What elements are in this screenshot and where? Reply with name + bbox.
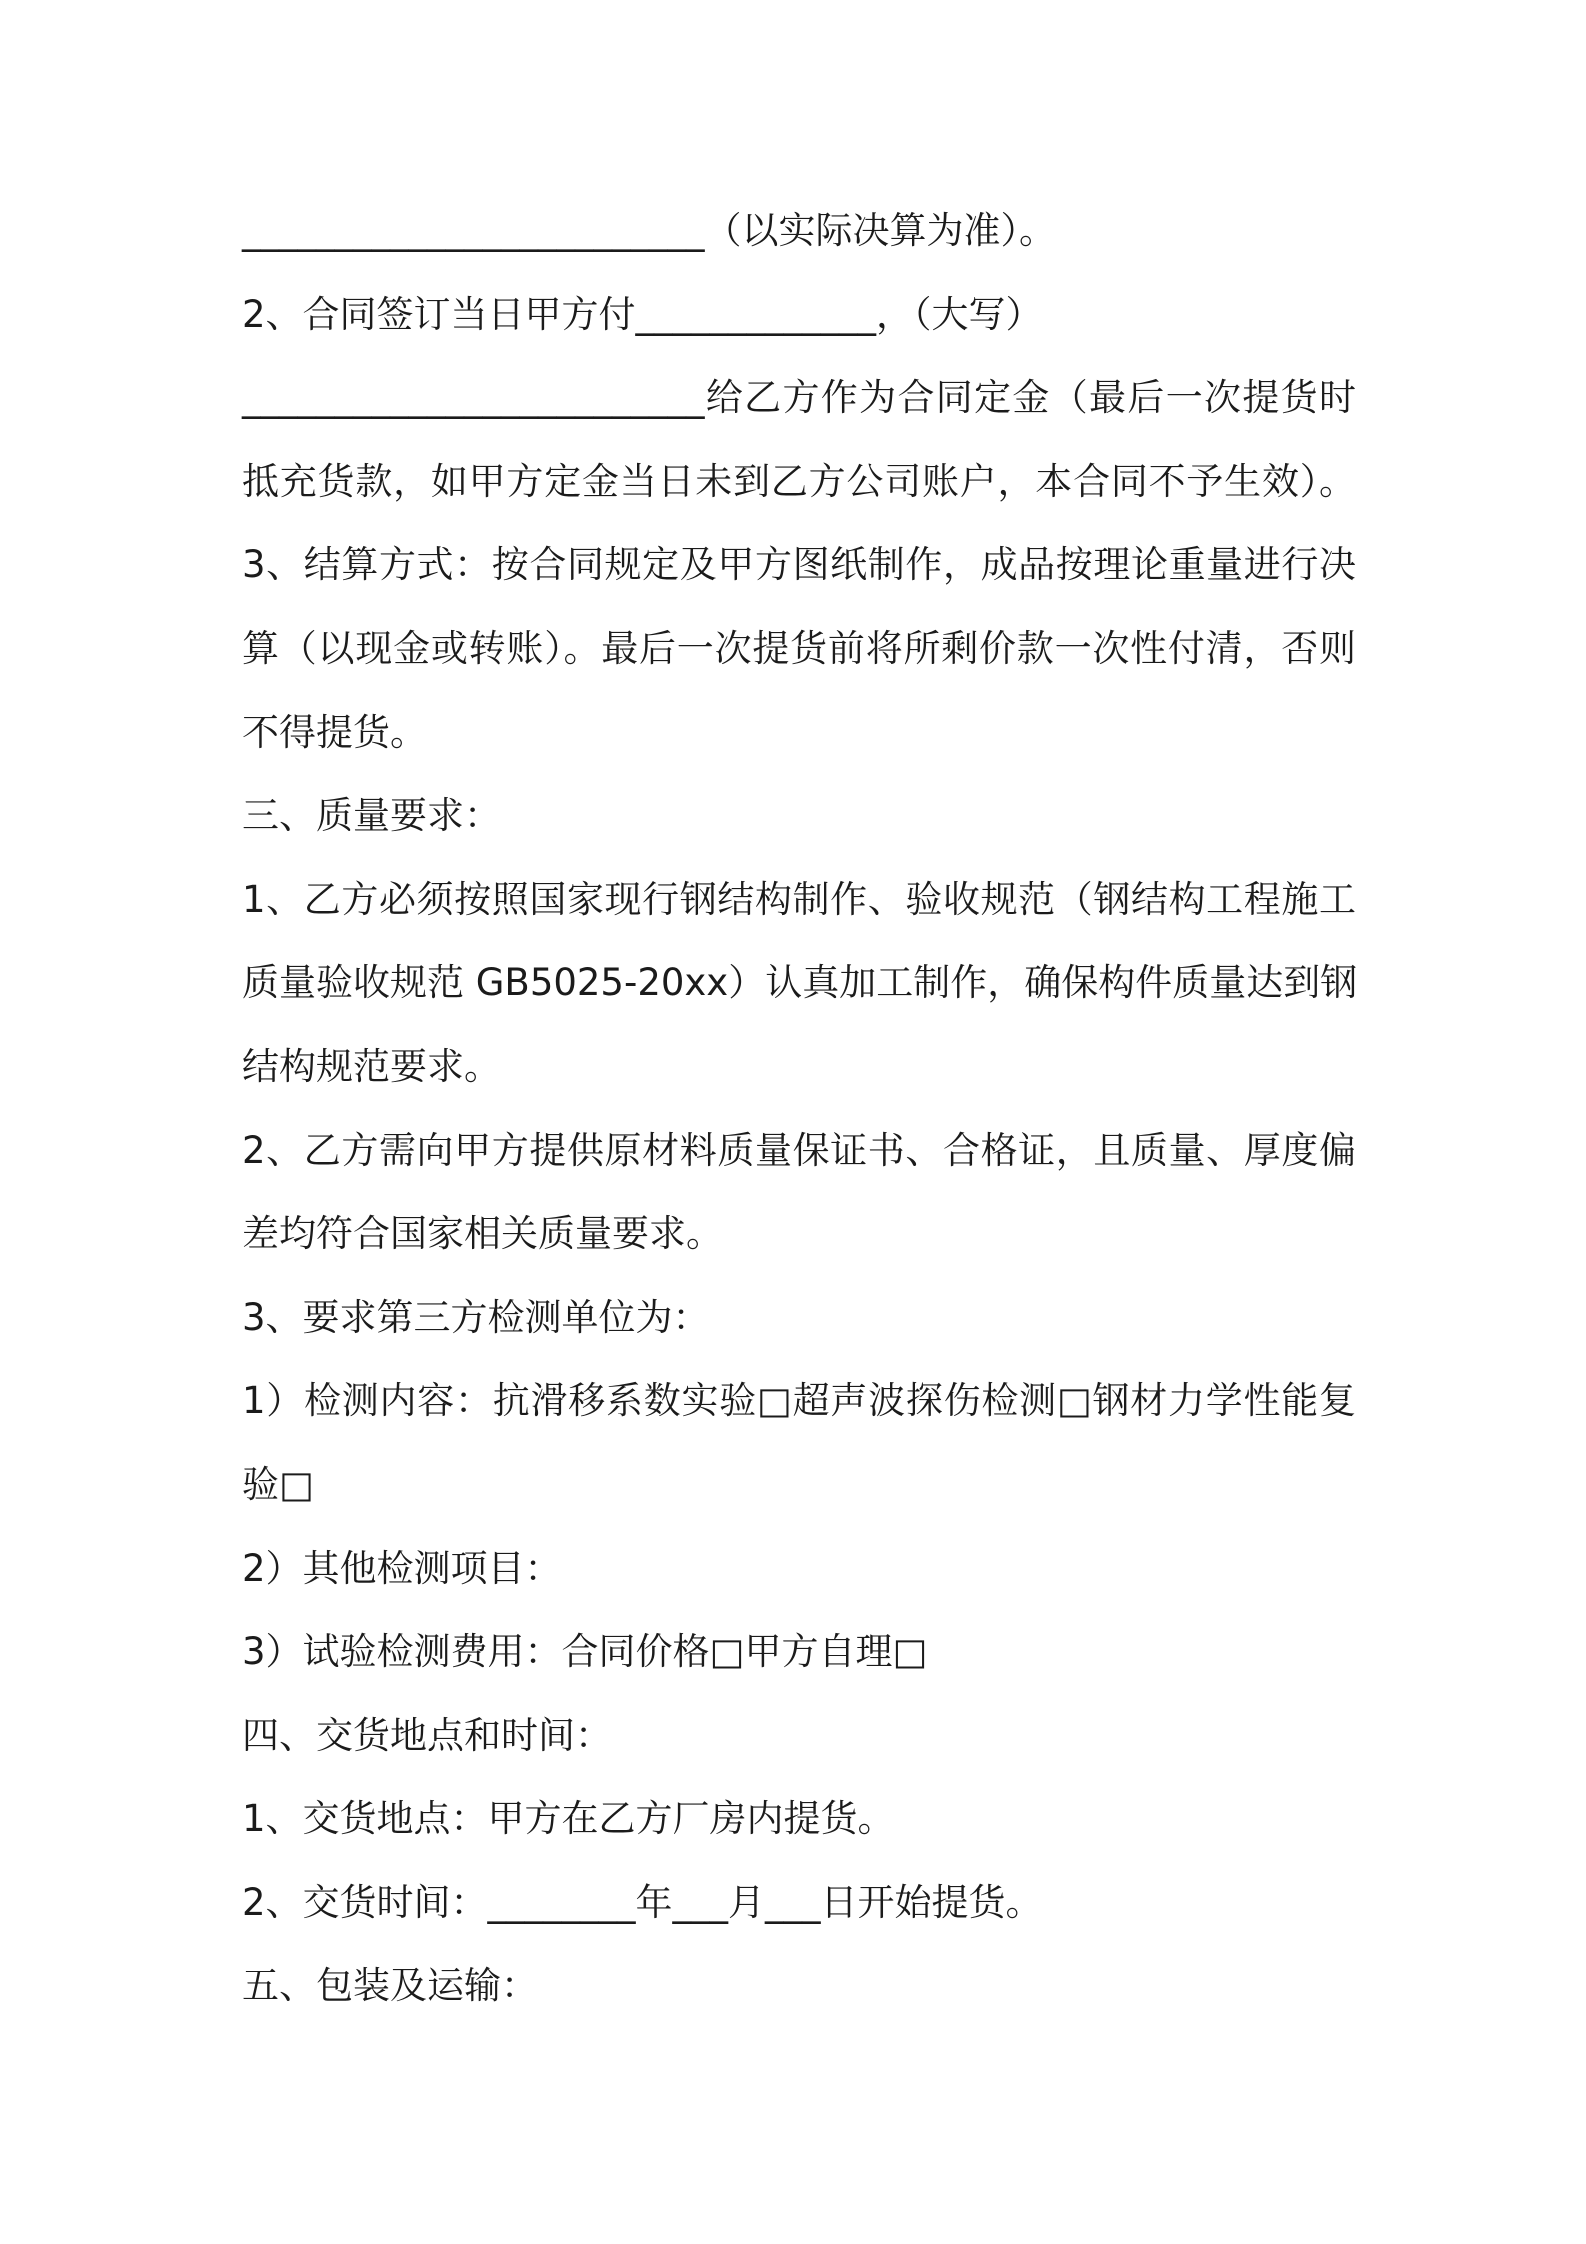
paragraph-other-inspection <box>242 1527 1356 1611</box>
section-heading: 三、质量要求： <box>242 794 501 838</box>
text-line: 差均符合国家相关质量要求。 <box>242 1212 723 1256</box>
section-heading-quality <box>242 774 1356 858</box>
paragraph-inspection-content <box>242 1359 1356 1526</box>
text-line: 1、交货地点：甲方在乙方厂房内提货。 <box>242 1797 895 1841</box>
paragraph-material-certificates <box>242 1109 1356 1276</box>
text-line: 2）其他检测项目： <box>242 1546 562 1590</box>
section-heading: 五、包装及运输： <box>242 1964 538 2008</box>
document-body <box>242 189 1356 2028</box>
text-line: 3）试验检测费用：合同价格□甲方自理□ <box>242 1630 928 1674</box>
text-line: _________________________给乙方作为合同定金（最后一次提货时 <box>242 376 1356 420</box>
section-heading-packaging <box>242 1944 1356 2028</box>
paragraph-deposit <box>242 273 1356 524</box>
section-heading-delivery <box>242 1694 1356 1778</box>
text-line: 结构规范要求。 <box>242 1044 501 1088</box>
paragraph-delivery-time <box>242 1861 1356 1945</box>
text-line: 验□ <box>242 1462 314 1506</box>
text-line: _________________________（以实际决算为准）。 <box>242 209 1056 252</box>
text-line: 算（以现金或转账）。最后一次提货前将所剩价款一次性付清，否则 <box>242 626 1356 670</box>
text-line: 2、合同签订当日甲方付_____________，（大写） <box>242 292 1043 336</box>
text-line: 质量验收规范 GB5025-20xx）认真加工制作，确保构件质量达到钢 <box>242 961 1358 1005</box>
paragraph-delivery-place <box>242 1777 1356 1861</box>
text-line: 抵充货款，如甲方定金当日未到乙方公司账户，本合同不予生效）。 <box>242 459 1356 503</box>
paragraph-inspection-fees <box>242 1610 1356 1694</box>
section-heading: 四、交货地点和时间： <box>242 1713 612 1757</box>
text-line: 1、乙方必须按照国家现行钢结构制作、验收规范（钢结构工程施工 <box>242 877 1356 921</box>
text-line: 2、交货时间：________年___月___日开始提货。 <box>242 1880 1043 1924</box>
paragraph-quality-standard <box>242 858 1356 1109</box>
paragraph-settlement-method <box>242 523 1356 774</box>
text-line: 3、要求第三方检测单位为： <box>242 1295 710 1339</box>
paragraph-third-party-inspection <box>242 1276 1356 1360</box>
text-line: 1）检测内容：抗滑移系数实验□超声波探伤检测□钢材力学性能复 <box>242 1379 1356 1423</box>
text-line: 不得提货。 <box>242 710 427 754</box>
text-line: 2、乙方需向甲方提供原材料质量保证书、合格证，且质量、厚度偏 <box>242 1128 1356 1172</box>
text-line: 3、结算方式：按合同规定及甲方图纸制作，成品按理论重量进行决 <box>242 543 1356 587</box>
paragraph-settlement-basis <box>242 189 1356 273</box>
